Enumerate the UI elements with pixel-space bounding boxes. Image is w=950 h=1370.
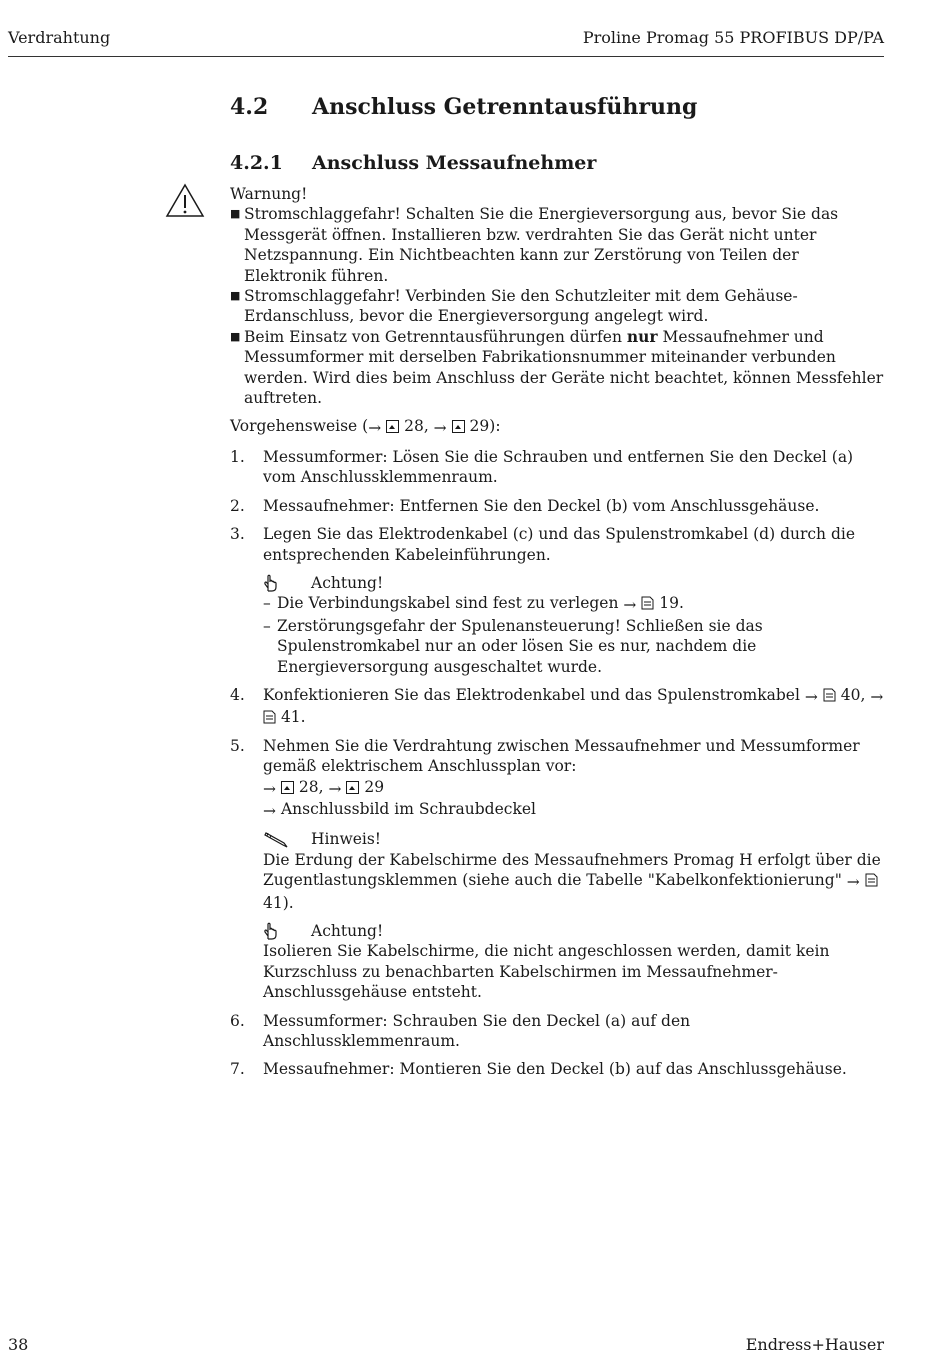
caution-block: [263, 921, 885, 1003]
page-content: [230, 92, 885, 1088]
warning-item: [230, 327, 885, 409]
header-rule: [8, 56, 884, 57]
figure-ref-icon: [452, 420, 465, 433]
procedure-close: ):: [489, 417, 501, 436]
arrow-right-icon: →: [433, 419, 447, 438]
warning-title: Warnung!: [230, 185, 308, 203]
caution-item-text: Die Verbindungskabel sind fest zu verlegen: [277, 594, 619, 613]
bullet-square-icon: ■: [230, 329, 241, 343]
caution-hand-icon: [263, 922, 279, 940]
step-item: [230, 447, 885, 488]
pencil-hint-icon: [263, 832, 289, 848]
caution-item: [263, 616, 885, 677]
hint-close: ).: [282, 893, 294, 912]
page-ref-icon: [823, 688, 836, 702]
figure-ref-icon: [386, 420, 399, 433]
figure-ref-number[interactable]: 29: [364, 777, 385, 796]
caution-block: [263, 573, 885, 677]
bullet-square-icon: ■: [230, 289, 241, 303]
subsection-title: Anschluss Messaufnehmer: [312, 152, 597, 174]
warning-item-text-post: Messaufnehmer und Messumformer mit derselben Fabrikationsnummer miteinander verbunden werden. Wird dies beim Anschluss der Geräte nicht beachtet, können Messfehler auftreten.: [244, 327, 884, 408]
figure-ref-icon: [281, 781, 294, 794]
step-item: 4. Konfektionieren Sie das Elektrodenkabel und das Spulenstromkabel → 40, → 41.: [230, 685, 884, 727]
step-item: [230, 524, 885, 677]
caution-item: – Die Verbindungskabel sind fest zu verlegen → 19.: [263, 594, 684, 615]
page-ref-number[interactable]: 41: [280, 708, 301, 727]
dash-icon: –: [263, 616, 271, 635]
arrow-right-icon: →: [328, 779, 342, 798]
page-ref-icon: [641, 596, 654, 610]
page-number: 38: [8, 1335, 29, 1354]
warning-item-emphasis: nur: [626, 326, 658, 346]
hint-text: Die Erdung der Kabelschirme des Messaufnehmers Promag H erfolgt über die Zugentlastungsklemmen (siehe auch die Tabelle "Kabelkonfektionierung": [263, 850, 881, 890]
cover-ref-text: Anschlussbild im Schraubdeckel: [280, 799, 536, 818]
step-number: 1.: [230, 447, 245, 466]
page-ref-icon: [865, 873, 878, 887]
running-header-product: Proline Promag 55 PROFIBUS DP/PA: [582, 28, 884, 47]
arrow-right-icon: →: [263, 779, 276, 798]
warning-block: [230, 184, 885, 408]
arrow-right-icon: →: [846, 873, 860, 892]
arrow-right-icon: →: [870, 687, 884, 706]
step-text: Nehmen Sie die Verdrahtung zwischen Messaufnehmer und Messumformer gemäß elektrischem Anschlussplan vor:: [263, 736, 860, 776]
caution-item-text: Zerstörungsgefahr der Spulenansteuerung! Schließen sie das Spulenstromkabel nur an oder lösen Sie es nur, nachdem die Energieversorgung ausgeschaltet wurde.: [277, 616, 763, 676]
step-number: 4.: [230, 685, 245, 704]
running-header-section: Verdrahtung: [8, 28, 111, 47]
warning-triangle-icon: [165, 183, 205, 218]
step-item: [230, 736, 885, 1003]
caution-text: Isolieren Sie Kabelschirme, die nicht angeschlossen werden, damit kein Kurzschluss zu benachbarten Kabelschirmen im Messaufnehmer-Anschlussgehäuse entsteht.: [263, 942, 830, 1002]
dash-icon: –: [263, 594, 271, 613]
caution-hand-icon: [263, 574, 279, 592]
step-text: Konfektionieren Sie das Elektrodenkabel und das Spulenstromkabel: [263, 685, 800, 704]
warning-item-text: Stromschlaggefahr! Schalten Sie die Energieversorgung aus, bevor Sie das Messgerät öffnen. Installieren bzw. verdrahten Sie das Gerät nicht unter Netzspannung. Ein Nichtbeachten kann zur Zerstörung von Teilen der Elektronik führen.: [244, 205, 839, 285]
arrow-right-icon: →: [623, 596, 637, 615]
figure-ref-number[interactable]: 28: [404, 417, 424, 436]
arrow-right-icon: →: [263, 801, 276, 820]
warning-item-text: Stromschlaggefahr! Verbinden Sie den Schutzleiter mit dem Gehäuse-Erdanschluss, bevor die Energieversorgung angelegt wird.: [244, 287, 798, 326]
step-item: [230, 496, 885, 516]
section-number: 4.2: [230, 94, 269, 120]
step-text: Legen Sie das Elektrodenkabel (c) und das Spulenstromkabel (d) durch die entsprechenden Kabeleinführungen.: [263, 525, 856, 564]
caution-title: Achtung!: [311, 573, 384, 592]
warning-item: [230, 286, 885, 327]
warning-item: [230, 204, 885, 286]
step-number: 6.: [230, 1011, 245, 1030]
section-title: Anschluss Getrenntausführung: [312, 94, 698, 120]
step-number: 3.: [230, 525, 245, 544]
hint-title: Hinweis!: [311, 830, 382, 849]
step-item: [230, 1011, 885, 1052]
figure-ref-icon: [346, 781, 359, 794]
figure-ref-number[interactable]: 29: [469, 417, 490, 436]
page-ref-icon: [263, 710, 276, 724]
subsection-heading: [230, 150, 885, 176]
warning-item-text-pre: Beim Einsatz von Getrenntausführungen dürfen: [244, 327, 627, 346]
footer-brand: Endress+Hauser: [745, 1335, 884, 1354]
step-number: 5.: [230, 736, 245, 755]
section-heading: [230, 92, 885, 122]
figure-refs: → 28, → 29: [263, 777, 385, 798]
page-ref-number[interactable]: 19: [659, 594, 680, 613]
subsection-number: 4.2.1: [230, 152, 283, 174]
cover-ref: [263, 799, 885, 821]
page-ref-number[interactable]: 40: [840, 685, 861, 704]
figure-ref-number[interactable]: 28: [298, 777, 319, 796]
step-number: 2.: [230, 496, 245, 515]
arrow-right-icon: →: [804, 687, 818, 706]
hint-block: [263, 829, 885, 913]
page-ref-number[interactable]: 41: [263, 893, 283, 912]
procedure-label: Vorgehensweise (: [230, 417, 369, 436]
arrow-right-icon: →: [368, 419, 382, 438]
step-list: [230, 447, 885, 1080]
step-text: Messaufnehmer: Montieren Sie den Deckel (b) auf das Anschlussgehäuse.: [263, 1060, 847, 1079]
step-number: 7.: [230, 1060, 245, 1079]
step-text: Messumformer: Lösen Sie die Schrauben und entfernen Sie den Deckel (a) vom Anschlussklemmenraum.: [263, 447, 854, 487]
step-item: [230, 1059, 885, 1079]
step-text: Messumformer: Schrauben Sie den Deckel (a) auf den Anschlussklemmenraum.: [263, 1011, 691, 1051]
caution-title: Achtung!: [311, 922, 384, 940]
hint-body: [263, 850, 885, 913]
step-text: Messaufnehmer: Entfernen Sie den Deckel (b) vom Anschlussgehäuse.: [263, 496, 820, 515]
procedure-intro: Vorgehensweise (→ 28, → 29):: [230, 417, 501, 438]
bullet-square-icon: ■: [230, 207, 241, 221]
